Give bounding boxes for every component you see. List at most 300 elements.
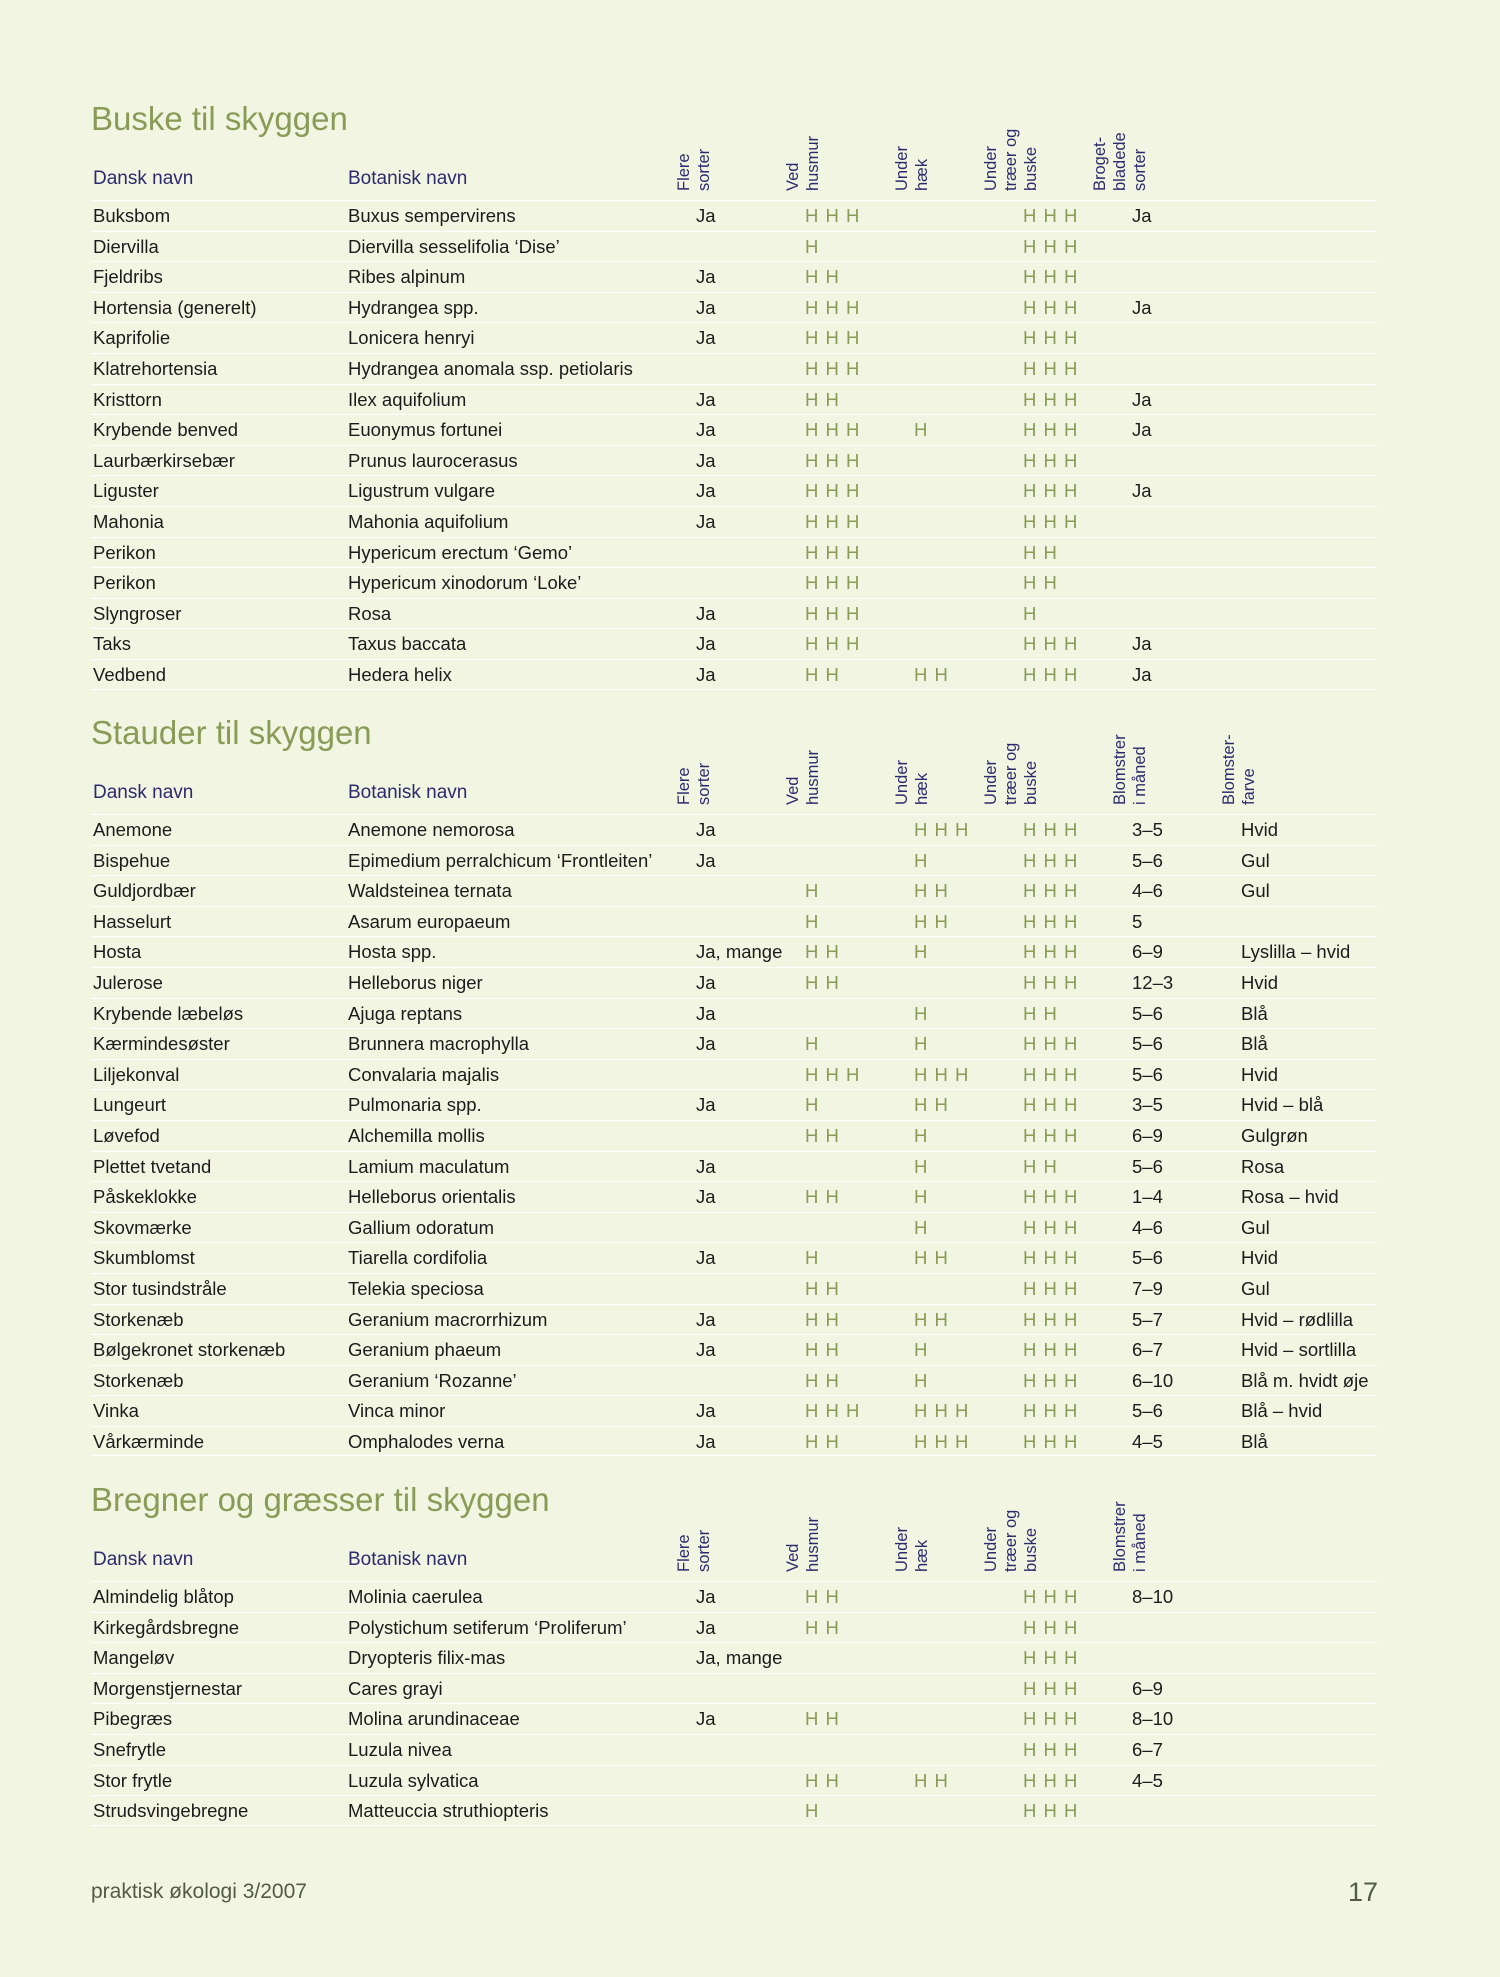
extra-column-cell: 6–9 <box>1132 1124 1163 1146</box>
table-row <box>91 598 1377 629</box>
botanisk-navn-cell: Euonymus fortunei <box>348 419 503 441</box>
dansk-navn-cell: Krybende benved <box>93 419 239 441</box>
under-traeer-cell: H H H <box>1023 1769 1079 1791</box>
under-traeer-cell: H H H <box>1023 819 1079 840</box>
table-row <box>91 998 1377 1029</box>
under-haek-cell: H H H <box>914 819 970 840</box>
flere-sorter-cell: Ja <box>696 449 716 471</box>
botanisk-navn-cell: Geranium macrorrhizum <box>348 1308 548 1330</box>
table-row <box>91 506 1377 537</box>
flere-sorter-cell: Ja <box>696 1708 716 1730</box>
header-line: Flere <box>675 1534 693 1572</box>
dansk-navn-cell: Kærmindesøster <box>93 1033 230 1055</box>
flere-sorter-cell: Ja <box>696 296 716 318</box>
extra-column-cell: 5–6 <box>1132 1033 1163 1055</box>
under-traeer-cell: H H H <box>1023 1677 1079 1699</box>
botanisk-navn-cell: Taxus baccata <box>348 633 467 655</box>
ved-husmur-cell: H H H <box>805 510 861 532</box>
dansk-navn-cell: Lungeurt <box>93 1094 167 1116</box>
blomsterfarve-cell: Lyslilla – hvid <box>1241 941 1351 963</box>
dansk-navn-cell: Perikon <box>93 572 156 594</box>
table-row <box>91 1581 1377 1612</box>
table-row <box>91 1795 1377 1826</box>
header-line: Broget- <box>1091 136 1109 191</box>
blomsterfarve-cell: Hvid <box>1241 971 1279 993</box>
botanisk-navn-cell: Prunus laurocerasus <box>348 449 518 471</box>
table-row <box>91 475 1377 506</box>
dansk-navn-cell: Klatrehortensia <box>93 357 218 379</box>
dansk-navn-cell: Mahonia <box>93 510 164 532</box>
header-line: Blomstrer <box>1111 734 1129 805</box>
ved-husmur-cell: H H <box>805 941 840 963</box>
table-row <box>91 1642 1377 1673</box>
table-row <box>91 322 1377 353</box>
under-traeer-cell: H H <box>1023 1155 1058 1177</box>
under-traeer-cell: H H H <box>1023 1586 1079 1607</box>
under-haek-cell: H <box>914 1369 929 1391</box>
blomsterfarve-cell: Rosa <box>1241 1155 1285 1177</box>
flere-sorter-cell: Ja <box>696 1247 716 1269</box>
botanisk-navn-cell: Lonicera henryi <box>348 327 475 349</box>
dansk-navn-cell: Skumblomst <box>93 1247 195 1269</box>
botanisk-navn-cell: Buxus sempervirens <box>348 205 516 226</box>
section-title: Bregner og græsser til skyggen <box>91 1481 550 1518</box>
flere-sorter-cell: Ja, mange <box>696 941 783 963</box>
extra-column-cell: 5 <box>1132 910 1143 932</box>
column-header-ved-husmur <box>783 136 823 191</box>
table-row <box>91 384 1377 415</box>
botanisk-navn-cell: Brunnera macrophylla <box>348 1033 529 1055</box>
header-line: Under <box>893 146 911 191</box>
under-traeer-cell: H H H <box>1023 1800 1079 1822</box>
under-traeer-cell: H H H <box>1023 1647 1079 1669</box>
column-header-flere-sorter <box>674 763 714 805</box>
flere-sorter-cell: Ja <box>696 1616 716 1638</box>
ved-husmur-cell: H H H <box>805 296 861 318</box>
flere-sorter-cell: Ja <box>696 1094 716 1116</box>
header-line: træer og <box>1002 1509 1020 1572</box>
table-row <box>91 1089 1377 1120</box>
column-header-botanisk-navn: Botanisk navn <box>348 1549 468 1570</box>
dansk-navn-cell: Slyngroser <box>93 602 182 624</box>
flere-sorter-cell: Ja <box>696 602 716 624</box>
header-line: Under <box>893 1527 911 1572</box>
dansk-navn-cell: Kristtorn <box>93 388 162 410</box>
under-traeer-cell: H H H <box>1023 1277 1079 1299</box>
under-traeer-cell: H H H <box>1023 235 1079 257</box>
header-line: Ved <box>784 1543 802 1572</box>
ved-husmur-cell: H H H <box>805 357 861 379</box>
extra-column-cell: Ja <box>1132 205 1152 226</box>
ved-husmur-cell: H H H <box>805 541 861 563</box>
header-line: sorter <box>695 762 713 805</box>
botanisk-navn-cell: Rosa <box>348 602 392 624</box>
under-traeer-cell: H H H <box>1023 1430 1079 1452</box>
botanisk-navn-cell: Waldsteinea ternata <box>348 880 512 902</box>
extra-column-cell: 3–5 <box>1132 1094 1163 1116</box>
under-haek-cell: H <box>914 849 929 871</box>
table-row <box>91 1059 1377 1090</box>
under-haek-cell: H H <box>914 1094 949 1116</box>
botanisk-navn-cell: Helleborus orientalis <box>348 1186 516 1208</box>
header-line: Ved <box>784 162 802 191</box>
page-number: 17 <box>1348 1877 1379 1907</box>
header-line: hæk <box>913 772 931 805</box>
under-traeer-cell: H H <box>1023 572 1058 594</box>
table-row <box>91 1365 1377 1396</box>
under-traeer-cell: H H H <box>1023 1616 1079 1638</box>
column-header-under-traeer-og-buske <box>981 1510 1041 1572</box>
under-traeer-cell: H H H <box>1023 1247 1079 1269</box>
dansk-navn-cell: Hosta <box>93 941 142 963</box>
blomsterfarve-cell: Blå m. hvidt øje <box>1241 1369 1369 1391</box>
table-row <box>91 814 1377 845</box>
dansk-navn-cell: Strudsvingebregne <box>93 1800 249 1822</box>
header-line: Under <box>982 760 1000 805</box>
flere-sorter-cell: Ja <box>696 1155 716 1177</box>
botanisk-navn-cell: Telekia speciosa <box>348 1277 484 1299</box>
table-row <box>91 537 1377 568</box>
header-line: buske <box>1022 146 1040 191</box>
blomsterfarve-cell: Gul <box>1241 1216 1270 1238</box>
flere-sorter-cell: Ja <box>696 1033 716 1055</box>
header-line: buske <box>1022 1527 1040 1572</box>
under-haek-cell: H H <box>914 1247 949 1269</box>
table-row <box>91 1304 1377 1335</box>
ved-husmur-cell: H H <box>805 266 840 288</box>
botanisk-navn-cell: Hypericum erectum ‘Gemo’ <box>348 541 573 563</box>
dansk-navn-cell: Hasselurt <box>93 910 172 932</box>
table-row <box>91 261 1377 292</box>
column-header-under-haek <box>892 146 932 191</box>
table-row <box>91 1028 1377 1059</box>
botanisk-navn-cell: Ribes alpinum <box>348 266 466 288</box>
column-header-botanisk-navn: Botanisk navn <box>348 168 468 189</box>
botanisk-navn-cell: Dryopteris filix-mas <box>348 1647 506 1669</box>
under-haek-cell: H <box>914 419 929 441</box>
dansk-navn-cell: Løvefod <box>93 1124 160 1146</box>
dansk-navn-cell: Bispehue <box>93 849 171 871</box>
dansk-navn-cell: Kirkegårdsbregne <box>93 1616 240 1638</box>
dansk-navn-cell: Fjeldribs <box>93 266 163 288</box>
ved-husmur-cell: H H H <box>805 449 861 471</box>
flere-sorter-cell: Ja <box>696 266 716 288</box>
dansk-navn-cell: Storkenæb <box>93 1369 184 1391</box>
botanisk-navn-cell: Convalaria majalis <box>348 1063 500 1085</box>
header-line: hæk <box>913 1539 931 1572</box>
flere-sorter-cell: Ja <box>696 1400 716 1422</box>
section-title: Buske til skyggen <box>91 100 348 137</box>
botanisk-navn-cell: Cares grayi <box>348 1677 443 1699</box>
botanisk-navn-cell: Tiarella cordifolia <box>348 1247 488 1269</box>
column-header-dansk-navn: Dansk navn <box>93 1549 194 1570</box>
extra-column-cell: 6–9 <box>1132 941 1163 963</box>
flere-sorter-cell: Ja <box>696 205 716 226</box>
under-haek-cell: H H H <box>914 1430 970 1452</box>
table-row <box>91 1703 1377 1734</box>
table-row <box>91 231 1377 262</box>
table-row <box>91 1334 1377 1365</box>
table-row <box>91 659 1377 690</box>
blomsterfarve-cell: Blå <box>1241 1002 1268 1024</box>
dansk-navn-cell: Vedbend <box>93 663 167 685</box>
under-traeer-cell: H <box>1023 602 1038 624</box>
header-line: sorter <box>1131 148 1149 191</box>
header-line: Ved <box>784 776 802 805</box>
blomsterfarve-cell: Gul <box>1241 1277 1270 1299</box>
plant-table <box>91 1581 1377 1826</box>
column-header-dansk-navn: Dansk navn <box>93 168 194 189</box>
botanisk-navn-cell: Gallium odoratum <box>348 1216 495 1238</box>
column-header-under-haek <box>892 760 932 805</box>
dansk-navn-cell: Buksbom <box>93 205 171 226</box>
under-haek-cell: H H <box>914 880 949 902</box>
under-haek-cell: H <box>914 1033 929 1055</box>
blomsterfarve-cell: Gul <box>1241 849 1270 871</box>
flere-sorter-cell: Ja <box>696 663 716 685</box>
ved-husmur-cell: H H H <box>805 602 861 624</box>
flere-sorter-cell: Ja <box>696 510 716 532</box>
extra-column-cell: 5–6 <box>1132 1400 1163 1422</box>
under-traeer-cell: H H H <box>1023 296 1079 318</box>
publication-footer: praktisk økologi 3/2007 <box>91 1880 307 1903</box>
under-traeer-cell: H H <box>1023 541 1058 563</box>
dansk-navn-cell: Stor tusindstråle <box>93 1277 227 1299</box>
header-line: husmur <box>804 749 822 805</box>
under-traeer-cell: H H H <box>1023 1033 1079 1055</box>
under-haek-cell: H H <box>914 663 949 685</box>
dansk-navn-cell: Snefrytle <box>93 1738 167 1760</box>
dansk-navn-cell: Plettet tvetand <box>93 1155 212 1177</box>
header-line: buske <box>1022 760 1040 805</box>
extra-column-cell: 4–5 <box>1132 1430 1163 1452</box>
botanisk-navn-cell: Alchemilla mollis <box>348 1124 485 1146</box>
under-traeer-cell: H H H <box>1023 1369 1079 1391</box>
ved-husmur-cell: H H <box>805 1186 840 1208</box>
extra-column-cell: 5–6 <box>1132 1002 1163 1024</box>
under-traeer-cell: H H H <box>1023 510 1079 532</box>
under-traeer-cell: H H H <box>1023 480 1079 502</box>
table-row <box>91 1734 1377 1765</box>
table-row <box>91 200 1377 231</box>
header-line: farve <box>1240 768 1258 805</box>
header-line: husmur <box>804 1516 822 1572</box>
header-line: Under <box>982 1527 1000 1572</box>
botanisk-navn-cell: Pulmonaria spp. <box>348 1094 482 1116</box>
ved-husmur-cell: H H <box>805 1769 840 1791</box>
ved-husmur-cell: H <box>805 1800 820 1822</box>
dansk-navn-cell: Hortensia (generelt) <box>93 296 257 318</box>
table-row <box>91 1181 1377 1212</box>
header-line: træer og <box>1002 742 1020 805</box>
header-line: bladede <box>1111 132 1129 191</box>
column-header-dansk-navn: Dansk navn <box>93 782 194 803</box>
extra-column-cell: 4–5 <box>1132 1769 1163 1791</box>
flere-sorter-cell: Ja <box>696 1002 716 1024</box>
under-haek-cell: H H H <box>914 1400 970 1422</box>
extra-column-cell: 4–6 <box>1132 880 1163 902</box>
botanisk-navn-cell: Polystichum setiferum ‘Proliferum’ <box>348 1616 627 1638</box>
botanisk-navn-cell: Hosta spp. <box>348 941 437 963</box>
botanisk-navn-cell: Epimedium perralchicum ‘Frontleiten’ <box>348 849 653 871</box>
under-haek-cell: H H H <box>914 1063 970 1085</box>
botanisk-navn-cell: Anemone nemorosa <box>348 819 515 840</box>
table-row <box>91 1242 1377 1273</box>
table-row <box>91 628 1377 659</box>
botanisk-navn-cell: Geranium phaeum <box>348 1339 502 1361</box>
dansk-navn-cell: Julerose <box>93 971 163 993</box>
extra-column-cell: 12–3 <box>1132 971 1174 993</box>
botanisk-navn-cell: Molina arundinaceae <box>348 1708 520 1730</box>
ved-husmur-cell: H H H <box>805 327 861 349</box>
dansk-navn-cell: Almindelig blåtop <box>93 1586 234 1607</box>
dansk-navn-cell: Vinka <box>93 1400 139 1422</box>
header-line: Blomstrer <box>1111 1501 1129 1572</box>
table-row <box>91 1212 1377 1243</box>
header-line: hæk <box>913 158 931 191</box>
flere-sorter-cell: Ja <box>696 327 716 349</box>
table-row <box>91 1273 1377 1304</box>
flere-sorter-cell: Ja <box>696 1308 716 1330</box>
ved-husmur-cell: H H H <box>805 419 861 441</box>
extra-column-cell: 8–10 <box>1132 1708 1174 1730</box>
plant-table <box>91 814 1377 1456</box>
ved-husmur-cell: H H <box>805 1708 840 1730</box>
blomsterfarve-cell: Hvid <box>1241 819 1279 840</box>
botanisk-navn-cell: Vinca minor <box>348 1400 446 1422</box>
ved-husmur-cell: H H H <box>805 572 861 594</box>
flere-sorter-cell: Ja <box>696 419 716 441</box>
table-row <box>91 567 1377 598</box>
under-traeer-cell: H H H <box>1023 849 1079 871</box>
under-traeer-cell: H H H <box>1023 1186 1079 1208</box>
column-header-blomstrer-i-maaned <box>1110 1501 1150 1572</box>
column-header-flere-sorter <box>674 1530 714 1572</box>
header-line: sorter <box>695 1529 713 1572</box>
table-row <box>91 292 1377 323</box>
under-traeer-cell: H H H <box>1023 1063 1079 1085</box>
botanisk-navn-cell: Hedera helix <box>348 663 452 685</box>
header-line: sorter <box>695 148 713 191</box>
header-line: Under <box>982 146 1000 191</box>
under-traeer-cell: H H H <box>1023 633 1079 655</box>
blomsterfarve-cell: Blå <box>1241 1430 1268 1452</box>
ved-husmur-cell: H H H <box>805 1063 861 1085</box>
column-header-under-traeer-og-buske <box>981 743 1041 805</box>
extra-column-cell: 8–10 <box>1132 1586 1174 1607</box>
dansk-navn-cell: Liguster <box>93 480 159 502</box>
dansk-navn-cell: Stor frytle <box>93 1769 173 1791</box>
extra-column-cell: 7–9 <box>1132 1277 1163 1299</box>
under-traeer-cell: H H H <box>1023 971 1079 993</box>
extra-column-cell: 6–9 <box>1132 1677 1163 1699</box>
under-traeer-cell: H H H <box>1023 449 1079 471</box>
flere-sorter-cell: Ja <box>696 1186 716 1208</box>
flere-sorter-cell: Ja <box>696 1586 716 1607</box>
header-line: Flere <box>675 153 693 191</box>
extra-column-cell: Ja <box>1132 663 1152 685</box>
ved-husmur-cell: H H H <box>805 480 861 502</box>
extra-column-cell: Ja <box>1132 480 1152 502</box>
dansk-navn-cell: Diervilla <box>93 235 159 257</box>
column-header-under-haek <box>892 1527 932 1572</box>
flere-sorter-cell: Ja <box>696 971 716 993</box>
ved-husmur-cell: H H <box>805 663 840 685</box>
extra-column-cell: 6–7 <box>1132 1738 1163 1760</box>
under-haek-cell: H H <box>914 1308 949 1330</box>
flere-sorter-cell: Ja <box>696 388 716 410</box>
section-title: Stauder til skyggen <box>91 714 372 751</box>
blomsterfarve-cell: Hvid – sortlilla <box>1241 1339 1357 1361</box>
ved-husmur-cell: H H <box>805 1277 840 1299</box>
table-row <box>91 414 1377 445</box>
column-header-blomsterfarve <box>1219 734 1259 805</box>
extra-column-cell: Ja <box>1132 296 1152 318</box>
ved-husmur-cell: H H <box>805 1339 840 1361</box>
ved-husmur-cell: H H H <box>805 1400 861 1422</box>
column-header-botanisk-navn: Botanisk navn <box>348 782 468 803</box>
botanisk-navn-cell: Mahonia aquifolium <box>348 510 509 532</box>
under-traeer-cell: H H H <box>1023 663 1079 685</box>
under-traeer-cell: H H H <box>1023 327 1079 349</box>
flere-sorter-cell: Ja <box>696 819 716 840</box>
extra-column-cell: 5–6 <box>1132 849 1163 871</box>
under-traeer-cell: H H H <box>1023 1738 1079 1760</box>
botanisk-navn-cell: Omphalodes verna <box>348 1430 505 1452</box>
under-traeer-cell: H H H <box>1023 1094 1079 1116</box>
flere-sorter-cell: Ja <box>696 1430 716 1452</box>
table-row <box>91 875 1377 906</box>
ved-husmur-cell: H <box>805 1033 820 1055</box>
table-row <box>91 1395 1377 1426</box>
dansk-navn-cell: Bølgekronet storkenæb <box>93 1339 286 1361</box>
under-traeer-cell: H H H <box>1023 205 1079 226</box>
blomsterfarve-cell: Rosa – hvid <box>1241 1186 1339 1208</box>
extra-column-cell: 4–6 <box>1132 1216 1163 1238</box>
table-row <box>91 845 1377 876</box>
column-header-flere-sorter <box>674 149 714 191</box>
ved-husmur-cell: H H <box>805 388 840 410</box>
blomsterfarve-cell: Hvid <box>1241 1063 1279 1085</box>
botanisk-navn-cell: Diervilla sesselifolia ‘Dise’ <box>348 235 560 257</box>
table-row <box>91 353 1377 384</box>
extra-column-cell: 6–7 <box>1132 1339 1163 1361</box>
extra-column-cell: Ja <box>1132 388 1152 410</box>
extra-column-cell: Ja <box>1132 419 1152 441</box>
ved-husmur-cell: H H <box>805 971 840 993</box>
under-haek-cell: H <box>914 1339 929 1361</box>
extra-column-cell: 6–10 <box>1132 1369 1174 1391</box>
flere-sorter-cell: Ja <box>696 1339 716 1361</box>
plant-table <box>91 200 1377 690</box>
extra-column-cell: Ja <box>1132 633 1152 655</box>
header-line: Blomster- <box>1220 734 1238 805</box>
under-traeer-cell: H H H <box>1023 1708 1079 1730</box>
under-haek-cell: H <box>914 1155 929 1177</box>
header-line: husmur <box>804 135 822 191</box>
botanisk-navn-cell: Asarum europaeum <box>348 910 511 932</box>
extra-column-cell: 1–4 <box>1132 1186 1163 1208</box>
ved-husmur-cell: H H <box>805 1586 840 1607</box>
table-row <box>91 1426 1377 1457</box>
column-header-under-traeer-og-buske <box>981 129 1041 191</box>
botanisk-navn-cell: Ligustrum vulgare <box>348 480 496 502</box>
dansk-navn-cell: Kaprifolie <box>93 327 171 349</box>
dansk-navn-cell: Perikon <box>93 541 156 563</box>
dansk-navn-cell: Taks <box>93 633 132 655</box>
under-haek-cell: H <box>914 1186 929 1208</box>
under-traeer-cell: H H H <box>1023 941 1079 963</box>
